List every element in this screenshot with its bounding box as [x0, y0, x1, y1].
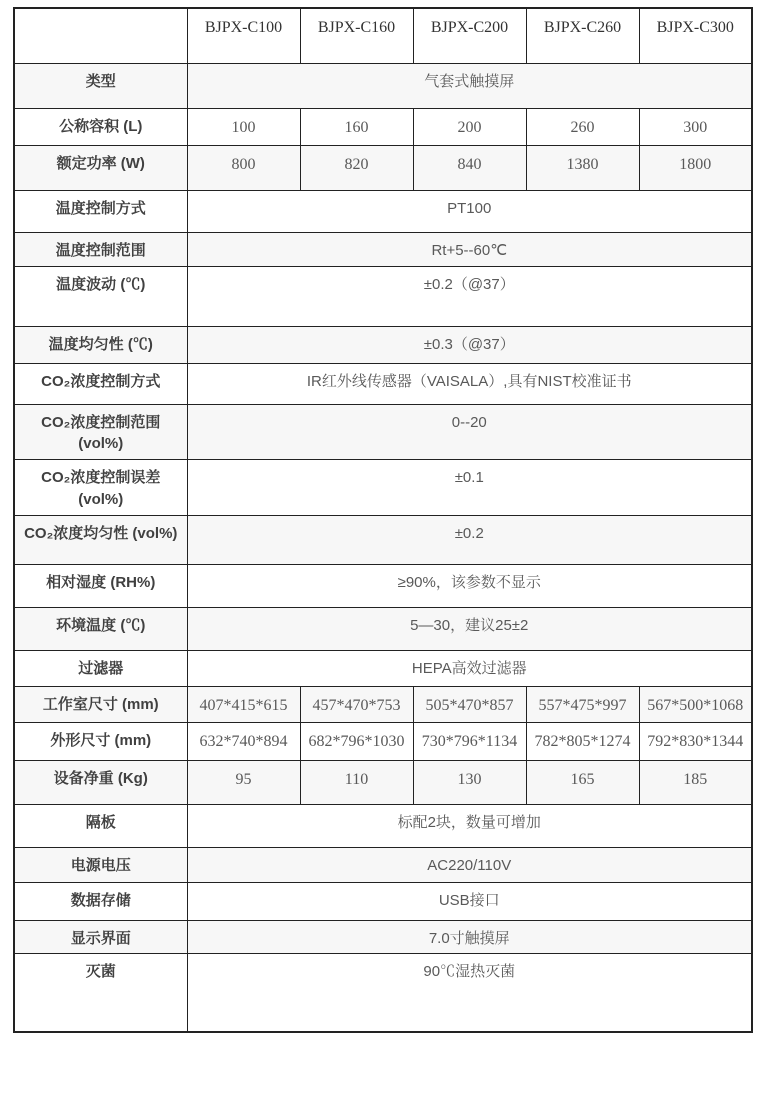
spec-value-cell: 260 [526, 108, 639, 145]
row-label: 数据存储 [14, 882, 187, 920]
spec-value-cell: 气套式触摸屏 [187, 63, 752, 108]
spec-value-cell: 820 [300, 145, 413, 190]
model-header-row [14, 8, 752, 63]
row-label: 相对湿度 (RH%) [14, 564, 187, 607]
spec-value-cell: 5—30，建议25±2 [187, 607, 752, 650]
row-label: 隔板 [14, 804, 187, 847]
spec-row [14, 363, 752, 404]
spec-value-cell: 730*796*1134 [413, 722, 526, 760]
spec-value-cell: AC220/110V [187, 847, 752, 882]
spec-row [14, 882, 752, 920]
row-label: 过滤器 [14, 650, 187, 686]
spec-value-cell: Rt+5--60℃ [187, 232, 752, 266]
spec-value-cell: 782*805*1274 [526, 722, 639, 760]
spec-value-cell: 682*796*1030 [300, 722, 413, 760]
model-header: BJPX-C200 [413, 8, 526, 63]
spec-row [14, 460, 752, 516]
spec-value-cell: 557*475*997 [526, 686, 639, 722]
row-label: 工作室尺寸 (mm) [14, 686, 187, 722]
spec-value-cell: 185 [639, 760, 752, 804]
spec-value-cell: ±0.2（@37） [187, 266, 752, 326]
spec-row [14, 404, 752, 460]
row-label: CO₂浓度控制范围 (vol%) [14, 404, 187, 460]
spec-value-cell: ±0.1 [187, 460, 752, 516]
spec-value-cell: USB接口 [187, 882, 752, 920]
spec-row [14, 190, 752, 232]
spec-value-cell: 130 [413, 760, 526, 804]
spec-row [14, 760, 752, 804]
spec-row [14, 564, 752, 607]
row-label: 类型 [14, 63, 187, 108]
row-label: 设备净重 (Kg) [14, 760, 187, 804]
spec-row [14, 686, 752, 722]
row-label: 显示界面 [14, 920, 187, 954]
row-label: 电源电压 [14, 847, 187, 882]
spec-value-cell: 1380 [526, 145, 639, 190]
row-label: 环境温度 (℃) [14, 607, 187, 650]
model-header: BJPX-C260 [526, 8, 639, 63]
spec-value-cell: HEPA高效过滤器 [187, 650, 752, 686]
spec-value-cell: 407*415*615 [187, 686, 300, 722]
row-label: CO₂浓度控制方式 [14, 363, 187, 404]
spec-value-cell: 200 [413, 108, 526, 145]
model-header: BJPX-C300 [639, 8, 752, 63]
spec-value-cell: 95 [187, 760, 300, 804]
spec-row [14, 63, 752, 108]
spec-value-cell: 100 [187, 108, 300, 145]
spec-row [14, 650, 752, 686]
spec-row [14, 920, 752, 954]
spec-row [14, 266, 752, 326]
spec-row [14, 607, 752, 650]
row-label: 温度波动 (℃) [14, 266, 187, 326]
spec-value-cell: 300 [639, 108, 752, 145]
spec-row [14, 847, 752, 882]
spec-row [14, 145, 752, 190]
model-header: BJPX-C160 [300, 8, 413, 63]
spec-row [14, 232, 752, 266]
spec-value-cell: 90℃湿热灭菌 [187, 954, 752, 1032]
spec-value-cell: 1800 [639, 145, 752, 190]
spec-value-cell: 792*830*1344 [639, 722, 752, 760]
spec-value-cell: 0--20 [187, 404, 752, 460]
row-label: 温度均匀性 (℃) [14, 326, 187, 363]
spec-value-cell: PT100 [187, 190, 752, 232]
row-label: CO₂浓度均匀性 (vol%) [14, 515, 187, 564]
spec-value-cell: 505*470*857 [413, 686, 526, 722]
row-label: CO₂浓度控制误差 (vol%) [14, 460, 187, 516]
corner-cell [14, 8, 187, 63]
spec-value-cell: 标配2块，数量可增加 [187, 804, 752, 847]
row-label: 温度控制范围 [14, 232, 187, 266]
spec-row [14, 108, 752, 145]
spec-value-cell: 457*470*753 [300, 686, 413, 722]
spec-value-cell: IR红外线传感器（VAISALA）,具有NIST校准证书 [187, 363, 752, 404]
row-label: 公称容积 (L) [14, 108, 187, 145]
spec-value-cell: 110 [300, 760, 413, 804]
spec-value-cell: 165 [526, 760, 639, 804]
model-header: BJPX-C100 [187, 8, 300, 63]
spec-value-cell: 567*500*1068 [639, 686, 752, 722]
spec-row [14, 954, 752, 1032]
row-label: 温度控制方式 [14, 190, 187, 232]
row-label: 灭菌 [14, 954, 187, 1032]
spec-value-cell: ±0.3（@37） [187, 326, 752, 363]
spec-value-cell: 7.0寸触摸屏 [187, 920, 752, 954]
spec-value-cell: 800 [187, 145, 300, 190]
spec-value-cell: 632*740*894 [187, 722, 300, 760]
spec-value-cell: ≥90%，该参数不显示 [187, 564, 752, 607]
spec-row [14, 804, 752, 847]
row-label: 额定功率 (W) [14, 145, 187, 190]
spec-row [14, 515, 752, 564]
spec-row [14, 722, 752, 760]
spec-row [14, 326, 752, 363]
spec-value-cell: 840 [413, 145, 526, 190]
spec-table [13, 7, 753, 1033]
spec-value-cell: 160 [300, 108, 413, 145]
row-label: 外形尺寸 (mm) [14, 722, 187, 760]
spec-value-cell: ±0.2 [187, 515, 752, 564]
